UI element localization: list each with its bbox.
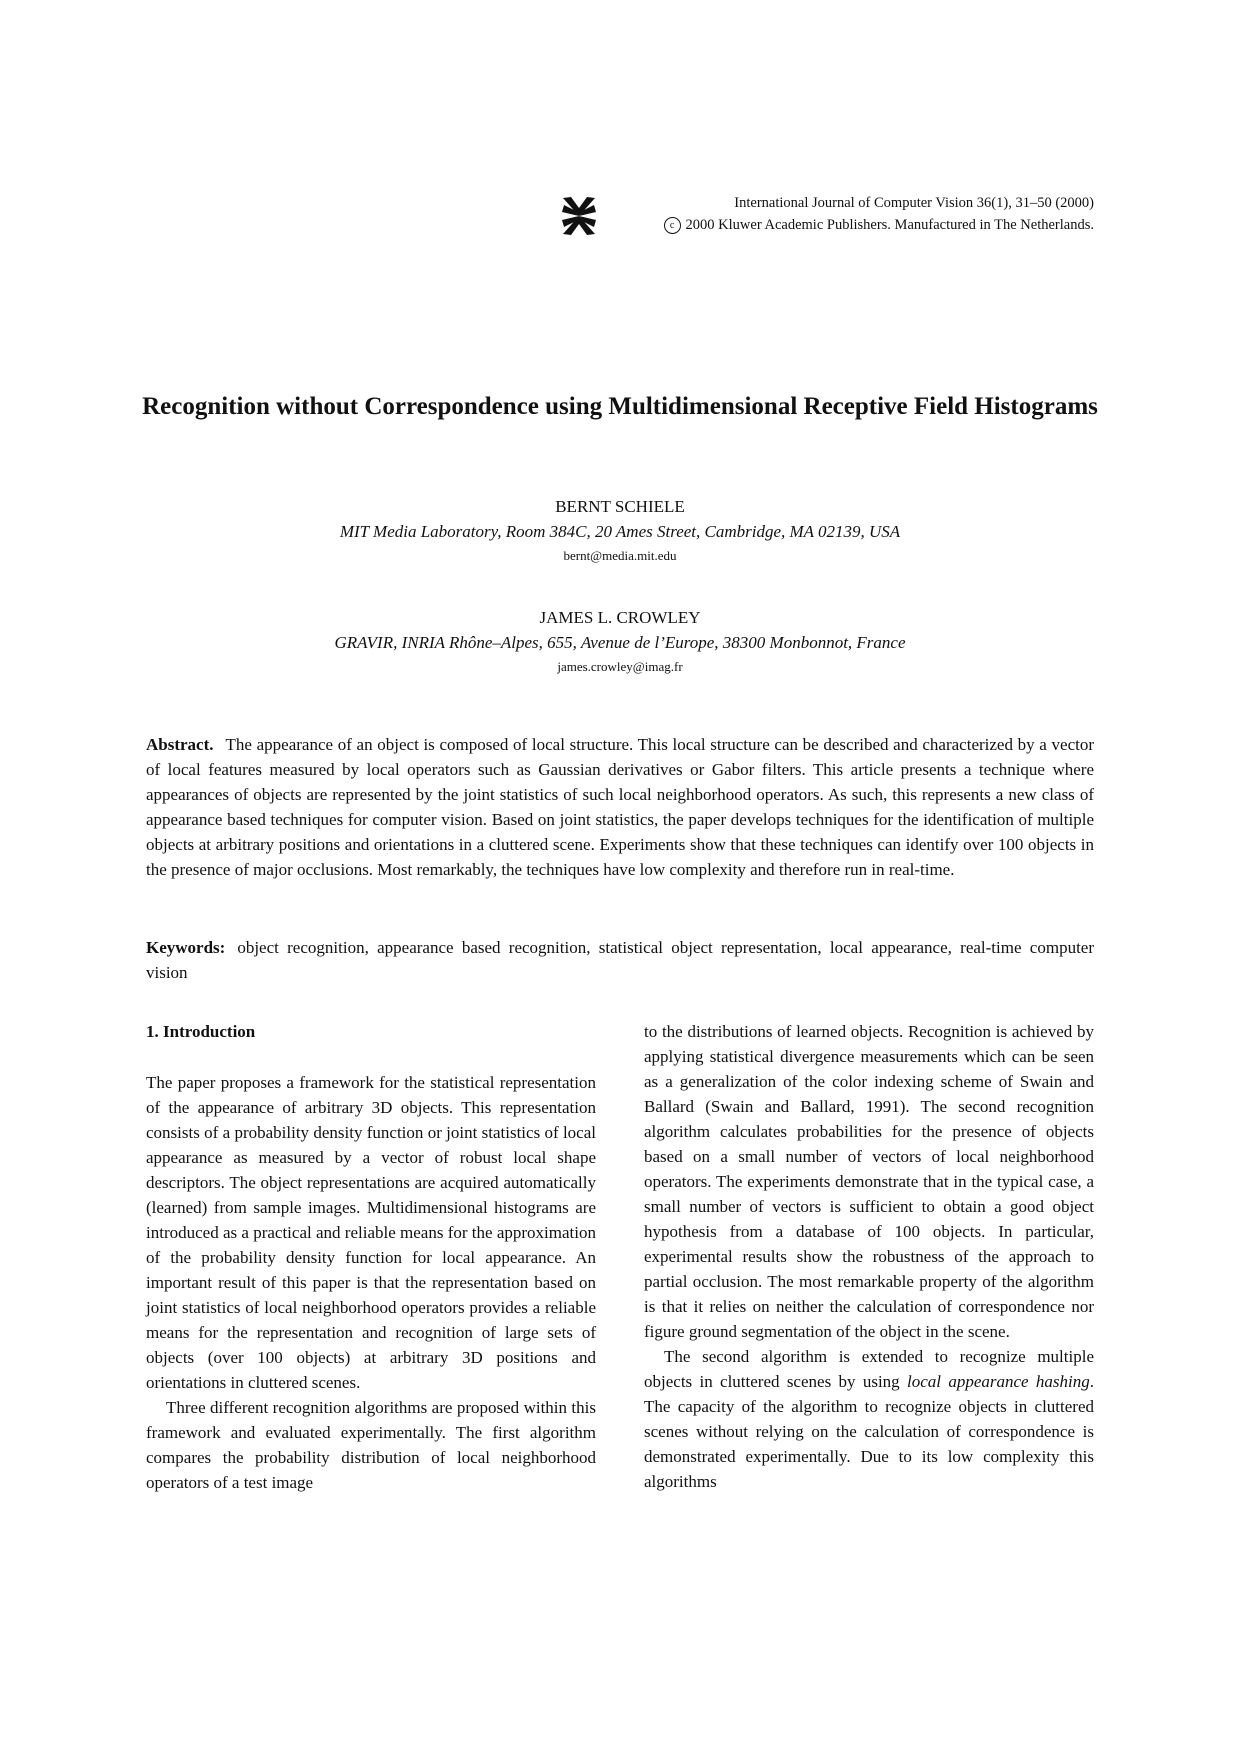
emphasis-text: local appearance hashing bbox=[907, 1372, 1090, 1391]
abstract-text: The appearance of an object is composed of local structure. This local structure can be described and characterized by a vector of local features measured by local operators such as Gaussian derivatives or Gabor filters. This article presents a technique where appearances of objects are represented by the joint statistics of such local neighborhood operators. As such, this represents a new class of appearance based techniques for computer vision. Based on joint statistics, the paper develops techniques for the identification of multiple objects at arbitrary positions and orientations in a cluttered scene. Experiments show that these techniques can identify over 100 objects in the presence of major occlusions. Most remarkably, the techniques have low complexity and therefore run in real-time. bbox=[146, 735, 1094, 879]
journal-header bbox=[560, 192, 1094, 240]
author-name: BERNT SCHIELE bbox=[555, 497, 685, 516]
abstract-label: Abstract. bbox=[146, 735, 214, 754]
author-affiliation: MIT Media Laboratory, Room 384C, 20 Ames Street, Cambridge, MA 02139, USA bbox=[339, 522, 901, 541]
author-block bbox=[140, 606, 1100, 679]
journal-citation bbox=[664, 192, 1094, 236]
keywords bbox=[146, 935, 1094, 985]
left-column bbox=[146, 1019, 596, 1495]
copyright-icon: c bbox=[664, 217, 681, 234]
body-paragraph: The paper proposes a framework for the statistical representation of the appearance of arbitrary 3D objects. This representation consists of a probability density function or joint statistics of local appearance as measured by a vector of robust local shape descriptors. The object representations are acquired automatically (learned) from sample images. Multidimensional histograms are introduced as a practical and reliable means for the approximation of the probability density function for local appearance. An important result of this paper is that the representation based on joint statistics of local neighborhood operators provides a reliable means for the representation and recognition of large sets of objects (over 100 objects) at arbitrary 3D positions and orientations in cluttered scenes. bbox=[146, 1073, 596, 1392]
right-column bbox=[644, 1019, 1094, 1494]
body-paragraph: Three different recognition algorithms are proposed within this framework and evaluated experimentally. The first algorithm compares the probability distribution of local neighborhood operators of a test image bbox=[146, 1398, 596, 1492]
author-name: JAMES L. CROWLEY bbox=[539, 608, 701, 627]
abstract bbox=[146, 732, 1094, 882]
journal-publisher-text: 2000 Kluwer Academic Publishers. Manufactured in The Netherlands. bbox=[685, 217, 1094, 233]
paper-title: Recognition without Correspondence using Multidimensional Receptive Field Histograms bbox=[142, 393, 1098, 420]
journal-copyright-line bbox=[664, 214, 1094, 236]
author-block bbox=[140, 495, 1100, 568]
keywords-label: Keywords: bbox=[146, 938, 226, 957]
author-email: james.crowley@imag.fr bbox=[557, 659, 683, 674]
body-text: . The capacity of the algorithm to recognize objects in cluttered scenes without relying on the calculation of correspondence is demonstrated experimentally. Due to its low complexity this algorithms bbox=[644, 1372, 1094, 1491]
journal-citation-line: International Journal of Computer Vision 36(1), 31–50 (2000) bbox=[734, 195, 1094, 211]
body-paragraph: to the distributions of learned objects. Recognition is achieved by applying statistical divergence measurements which can be seen as a generalization of the color indexing scheme of Swain and Ballard (Swain and Ballard, 1991). The second recognition algorithm calculates probabilities for the presence of objects based on a small number of vectors of local neighborhood operators. The experiments demonstrate that in the typical case, a small number of vectors is sufficient to obtain a good object hypothesis from a database of 100 objects. In particular, experimental results show the robustness of the approach to partial occlusion. The most remarkable property of the algorithm is that it relies on neither the calculation of correspondence nor figure ground segmentation of the object in the scene. bbox=[644, 1022, 1094, 1341]
section-heading: 1. Introduction bbox=[146, 1022, 256, 1041]
body-paragraph bbox=[644, 1344, 1094, 1494]
author-affiliation: GRAVIR, INRIA Rhône–Alpes, 655, Avenue de l’Europe, 38300 Monbonnot, France bbox=[334, 633, 906, 652]
keywords-text: object recognition, appearance based recognition, statistical object representation, local appearance, real-time computer vision bbox=[146, 938, 1094, 982]
body-text: The second algorithm is extended to recognize multiple objects in cluttered scenes by using bbox=[644, 1347, 1094, 1391]
kluwer-logo-icon bbox=[560, 194, 598, 238]
author-email: bernt@media.mit.edu bbox=[563, 548, 677, 563]
